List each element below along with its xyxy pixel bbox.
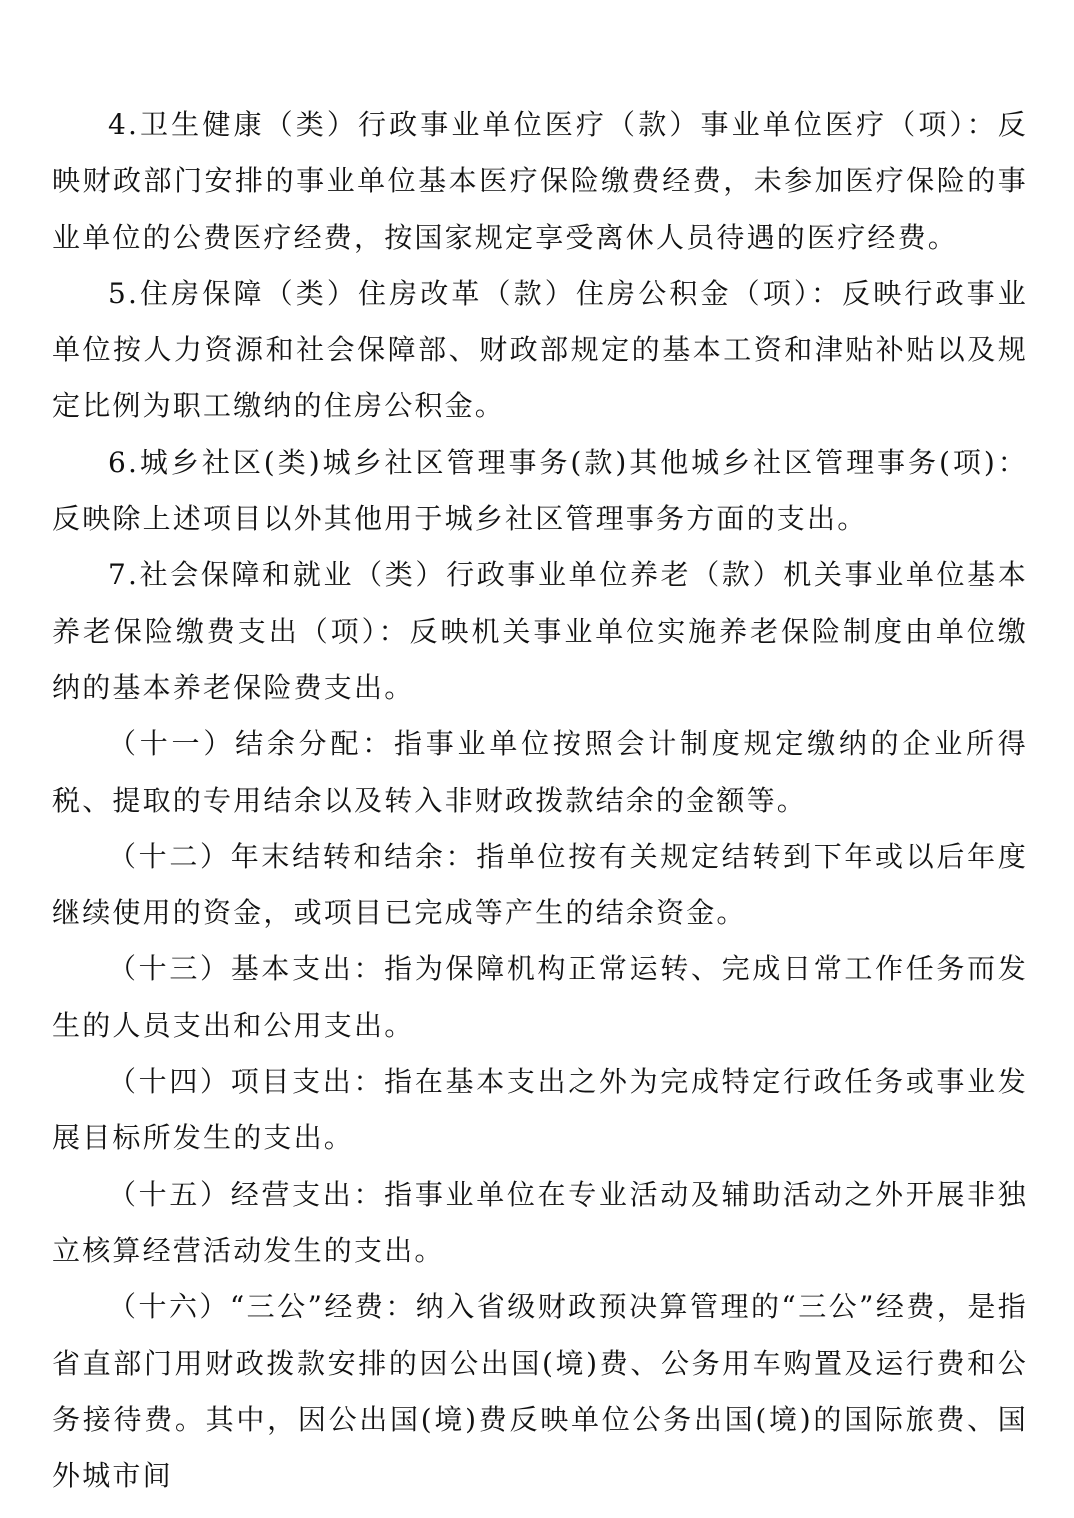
paragraph-section-13: （十三）基本支出：指为保障机构正常运转、完成日常工作任务而发生的人员支出和公用支出。 [52,952,1028,1042]
paragraph-section-14: （十四）项目支出：指在基本支出之外为完成特定行政任务或事业发展目标所发生的支出。 [52,1065,1028,1155]
paragraph-section-16: （十六）“三公”经费：纳入省级财政预决算管理的“三公”经费，是指省直部门用财政拨款安排的因公出国(境)费、公务用车购置及运行费和公务接待费。其中，因公出国(境)费反映单位公务出国(境)的国际旅费、国外城市间 [52,1290,1028,1493]
paragraph-item-5: 5.住房保障（类）住房改革（款）住房公积金（项）：反映行政事业单位按人力资源和社会保障部、财政部规定的基本工资和津贴补贴以及规定比例为职工缴纳的住房公积金。 [52,276,1028,423]
paragraph-item-4: 4.卫生健康（类）行政事业单位医疗（款）事业单位医疗（项）：反映财政部门安排的事业单位基本医疗保险缴费经费，未参加医疗保险的事业单位的公费医疗经费，按国家规定享受离休人员待遇的医疗经费。 [52,108,1028,254]
paragraph-section-12: （十二）年末结转和结余：指单位按有关规定结转到下年或以后年度继续使用的资金，或项目已完成等产生的结余资金。 [52,839,1028,930]
paragraph-section-11: （十一）结余分配：指事业单位按照会计制度规定缴纳的企业所得税、提取的专用结余以及转入非财政拨款结余的金额等。 [52,727,1028,817]
paragraph-item-7: 7.社会保障和就业（类）行政事业单位养老（款）机关事业单位基本养老保险缴费支出（项）：反映机关事业单位实施养老保险制度由单位缴纳的基本养老保险费支出。 [52,558,1028,704]
paragraph-item-6: 6.城乡社区(类)城乡社区管理事务(款)其他城乡社区管理事务(项)：反映除上述项目以外其他用于城乡社区管理事务方面的支出。 [52,445,1028,536]
paragraph-section-15: （十五）经营支出：指事业单位在专业活动及辅助活动之外开展非独立核算经营活动发生的支出。 [52,1177,1028,1267]
body-text [52,97,1028,1504]
